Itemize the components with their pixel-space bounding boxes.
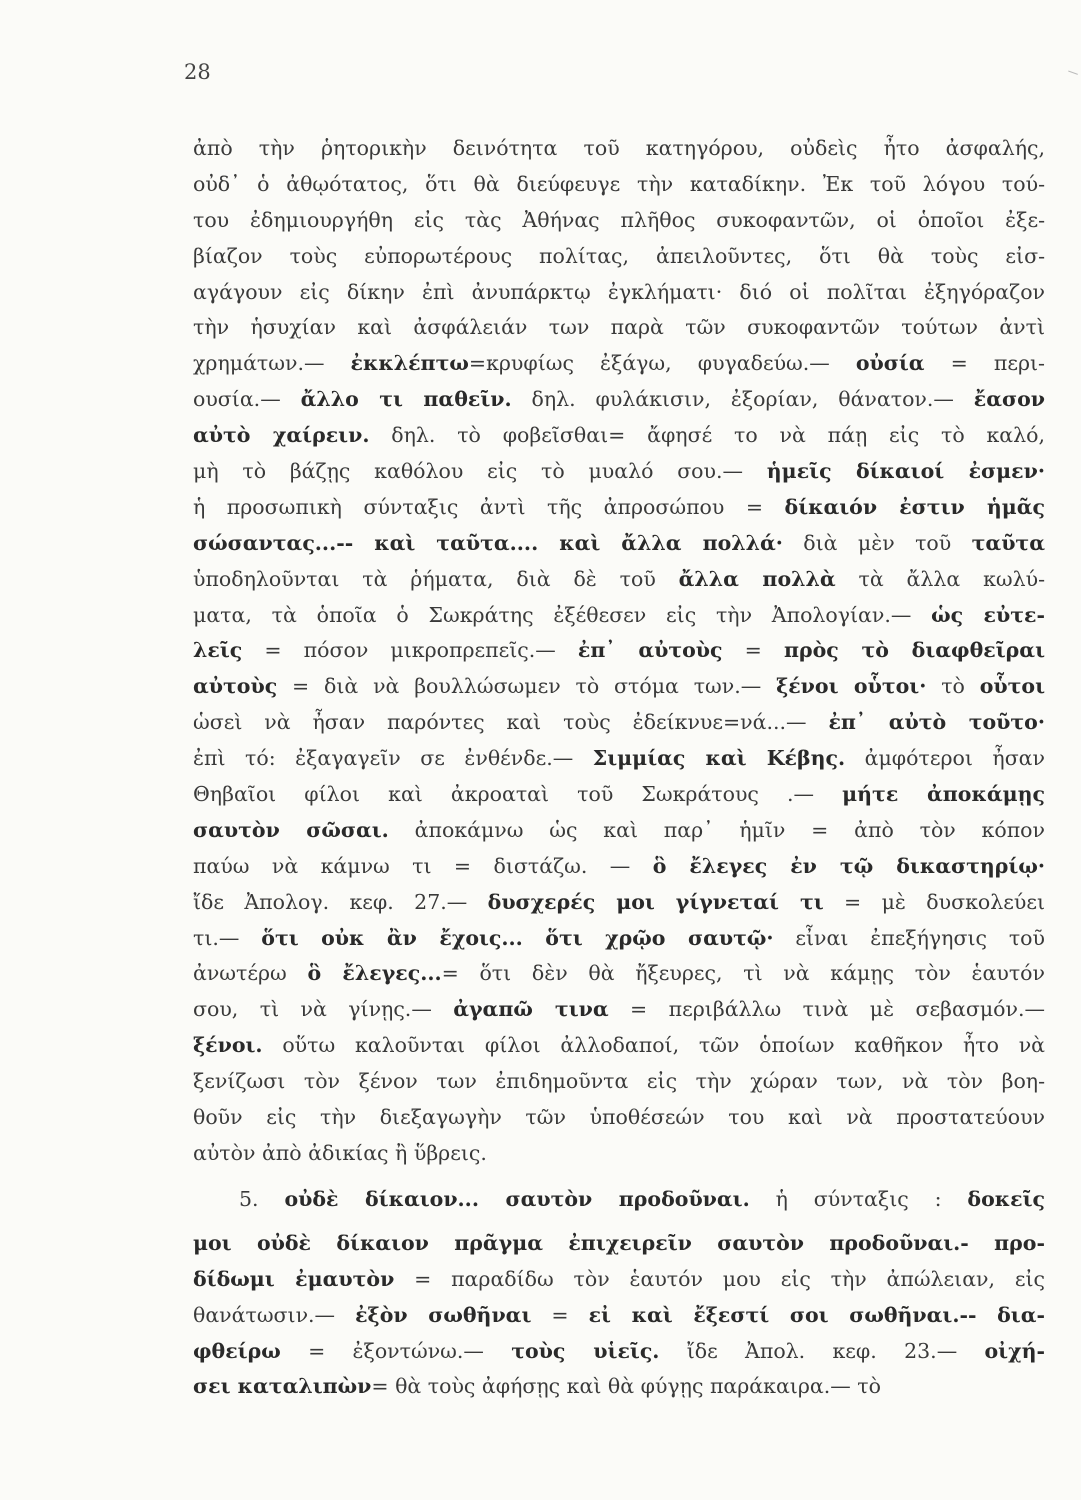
text-span: αὐτὸν ἀπὸ ἀδικίας ἢ ὕβρεις. <box>193 1140 487 1165</box>
lemma-bold: μοι οὐδὲ δίκαιον πρᾶγμα ἐπιχειρεῖν σαυτὸν προδοῦναι.- προ- <box>193 1230 1045 1255</box>
text-line <box>193 598 1045 634</box>
text-span: Θηβαῖοι φίλοι καὶ ἀκροαταὶ τοῦ Σωκράτους .— <box>193 782 843 807</box>
lemma-bold: δοκεῖς <box>967 1186 1045 1211</box>
text-line <box>193 849 1045 885</box>
text-span: = μὲ δυσκολεύει <box>823 889 1045 914</box>
lemma-bold: σώσαντας...-- καὶ ταῦτα.... καὶ ἄλλα πολλά· <box>193 530 783 555</box>
text-span: = παραδίδω τὸν ἑαυτόν μου εἰς τὴν ἀπώλειαν, εἰς <box>394 1266 1045 1291</box>
lemma-bold: φθείρω <box>193 1338 281 1363</box>
text-line <box>193 1298 1045 1334</box>
lemma-bold: αὐτοὺς <box>193 674 278 699</box>
text-span: ἴδε Ἀπολογ. κεφ. 27.— <box>193 889 488 914</box>
text-span: δηλ. φυλάκισιν, ἐξορίαν, θάνατον.— <box>511 387 974 412</box>
text-line <box>193 1172 1045 1226</box>
lemma-bold: ξένοι. <box>193 1033 263 1058</box>
text-line <box>193 203 1045 239</box>
text-line <box>193 346 1045 382</box>
text-line <box>193 490 1045 526</box>
lemma-bold: τοὺς υἱεῖς. <box>511 1338 660 1363</box>
lemma-bold: δίδωμι ἐμαυτὸν <box>193 1266 395 1291</box>
text-line <box>193 418 1045 454</box>
text-span: = πόσον μικροπρεπεῖς.— <box>242 638 578 663</box>
text-span: ὡσεὶ νὰ ἦσαν παρόντες καὶ τοὺς ἐδείκνυε=νά...— <box>193 710 829 735</box>
text-span: εἶναι ἐπεξήγησις τοῦ <box>773 925 1045 950</box>
lemma-bold: οὗτοι <box>979 674 1045 699</box>
lemma-bold: ὡς εὐτε- <box>931 602 1046 627</box>
text-span: ἴδε Ἀπολ. κεφ. 23.— <box>659 1338 985 1363</box>
text-line <box>193 633 1045 669</box>
text-span: του ἐδημιουργήθη εἰς τὰς Ἀθήνας πλῆθος συκοφαντῶν, οἱ ὁποῖοι ἐξε- <box>193 207 1045 232</box>
text-line <box>193 310 1045 346</box>
lemma-bold: ταῦτα <box>971 530 1045 555</box>
text-span: μὴ τὸ βάζῃς καθόλου εἰς τὸ μυαλό σου.— <box>193 459 767 484</box>
text-span: θανάτωσιν.— <box>193 1302 356 1327</box>
text-span: θοῦν εἰς τὴν διεξαγωγὴν τῶν ὑποθέσεών του καὶ νὰ προστατεύουν <box>193 1105 1045 1130</box>
lemma-bold: Σιμμίας καὶ Κέβης. <box>592 746 846 771</box>
lemma-bold: ἐπ᾽ αὐτὸ τοῦτο· <box>828 710 1045 735</box>
text-line <box>193 382 1045 418</box>
text-span: τι.— <box>193 925 262 950</box>
lemma-bold: εἰ καὶ ἔξεστί σοι σωθῆναι.-- δια- <box>588 1302 1046 1327</box>
text-line <box>193 1028 1045 1064</box>
text-span: = <box>722 638 784 663</box>
scan-mark <box>1066 71 1078 81</box>
text-span: = διὰ νὰ βουλλώσωμεν τὸ στόμα των.— <box>277 674 777 699</box>
lemma-bold: ἄλλο τι παθεῖν. <box>300 387 512 412</box>
text-span: ἡ σύνταξις : <box>749 1186 968 1211</box>
text-span: χρημάτων.— <box>193 351 351 376</box>
lemma-bold: οἰχή- <box>984 1338 1045 1363</box>
lemma-bold: οὐσία <box>855 351 925 376</box>
lemma-bold: ἐξὸν σωθῆναι <box>355 1302 532 1327</box>
text-span: 5. <box>239 1186 285 1211</box>
lemma-bold: ξένοι οὗτοι· <box>776 674 927 699</box>
text-span: τὰ ἄλλα κωλύ- <box>835 566 1045 591</box>
text-span: οὐδ᾽ ὁ ἀθῳότατος, ὅτι θὰ διεύφευγε τὴν καταδίκην. Ἐκ τοῦ λόγου τού- <box>193 171 1045 196</box>
text-line <box>193 741 1045 777</box>
text-span: αγάγουν εἰς δίκην ἐπὶ ἀνυπάρκτῳ ἐγκλήματι· διό οἱ πολῖται ἐξηγόραζον <box>193 279 1045 304</box>
text-line <box>193 1136 1045 1172</box>
text-span: σου, τὶ νὰ γίνῃς.— <box>193 997 454 1022</box>
text-span: ματα, τὰ ὁποῖα ὁ Σωκράτης ἐξέθεσεν εἰς τὴν Ἀπολογίαν.— <box>193 602 932 627</box>
text-span: παύω νὰ κάμνω τι = διστάζω. — <box>193 853 653 878</box>
text-line <box>193 239 1045 275</box>
text-span: = <box>531 1302 589 1327</box>
text-line <box>193 275 1045 311</box>
text-span: βίαζον τοὺς εὐπορωτέρους πολίτας, ἀπειλοῦντες, ὅτι θὰ τοὺς εἰσ- <box>193 243 1045 268</box>
text-span: = περιβάλλω τινὰ μὲ σεβασμόν.— <box>608 997 1045 1022</box>
lemma-bold: ὃ ἔλεγες ἐν τῷ δικαστηρίῳ· <box>652 853 1045 878</box>
text-line <box>193 956 1045 992</box>
text-span: ὑποδηλοῦνται τὰ ῥήματα, διὰ δὲ τοῦ <box>193 566 679 591</box>
text-line <box>193 1226 1045 1262</box>
text-span: ἡ προσωπικὴ σύνταξις ἀντὶ τῆς ἀπροσώπου = <box>193 494 785 519</box>
lemma-bold: ἡμεῖς δίκαιοί ἐσμεν· <box>766 459 1045 484</box>
text-line <box>193 777 1045 813</box>
lemma-bold: αὐτὸ χαίρειν. <box>193 423 370 448</box>
text-span: = ἐξοντώνω.— <box>280 1338 512 1363</box>
text-span: δηλ. τὸ φοβεῖσθαι= ἄφησέ το νὰ πάῃ εἰς τὸ καλό, <box>369 423 1045 448</box>
lemma-bold: ὅτι οὐκ ἂν ἔχοις... ὅτι χρῷο σαυτῷ· <box>261 925 774 950</box>
lemma-bold: ἐπ᾽ αὐτοὺς <box>577 638 723 663</box>
text-line <box>193 705 1045 741</box>
text-span: ἐπὶ τό: ἐξαγαγεῖν σε ἐνθένδε.— <box>193 746 593 771</box>
text-line <box>193 921 1045 957</box>
text-line <box>193 1064 1045 1100</box>
text-line <box>193 992 1045 1028</box>
text-line <box>193 1334 1045 1370</box>
lemma-bold: μήτε ἀποκάμῃς <box>842 782 1045 807</box>
lemma-bold: οὐδὲ δίκαιον... σαυτὸν προδοῦναι. <box>284 1186 750 1211</box>
lemma-bold: πρὸς τὸ διαφθεῖραι <box>783 638 1045 663</box>
lemma-bold: ἀγαπῶ τινα <box>453 997 609 1022</box>
text-span: ἀμφότεροι ἦσαν <box>845 746 1045 771</box>
text-line <box>193 1369 1045 1405</box>
text-span: οὕτω καλοῦνται φίλοι ἀλλοδαποί, τῶν ὁποίων καθῆκον ἦτο νὰ <box>262 1033 1045 1058</box>
commentary-text <box>193 131 1045 1405</box>
text-line <box>193 562 1045 598</box>
lemma-bold: ἐκκλέπτω <box>350 351 469 376</box>
text-line <box>193 131 1045 167</box>
text-span: τὴν ἡσυχίαν καὶ ἀσφάλειάν των παρὰ τῶν συκοφαντῶν τούτων ἀντὶ <box>193 315 1045 340</box>
text-line <box>193 1262 1045 1298</box>
lemma-bold: δίκαιόν ἐστιν ἡμᾶς <box>784 494 1045 519</box>
text-span: ουσία.— <box>193 387 301 412</box>
lemma-bold: λεῖς <box>193 638 243 663</box>
lemma-bold: δυσχερές μοι γίγνεταί τι <box>487 889 824 914</box>
lemma-bold: ἄλλα πολλὰ <box>678 566 836 591</box>
text-line <box>193 526 1045 562</box>
lemma-bold: σαυτὸν σῶσαι. <box>193 817 389 842</box>
text-span: διὰ μὲν τοῦ <box>782 530 972 555</box>
lemma-bold: σει καταλιπὼν <box>193 1374 372 1399</box>
text-line <box>193 167 1045 203</box>
text-span: ἀνωτέρω <box>193 961 308 986</box>
text-span: = περι- <box>924 351 1045 376</box>
text-span: ξενίζωσι τὸν ξένον των ἐπιδημοῦντα εἰς τὴν χώραν των, νὰ τὸν βοη- <box>193 1069 1045 1094</box>
text-span: = ὅτι δὲν θὰ ἤξευρες, τὶ νὰ κάμῃς τὸν ἑαυτόν <box>441 961 1045 986</box>
text-line <box>193 1100 1045 1136</box>
text-line <box>193 813 1045 849</box>
text-span: τὸ <box>926 674 980 699</box>
lemma-bold: ὃ ἔλεγες... <box>307 961 442 986</box>
lemma-bold: ἔασον <box>973 387 1045 412</box>
text-line <box>193 669 1045 705</box>
text-span: ἀπὸ τὴν ῥητορικὴν δεινότητα τοῦ κατηγόρου, οὐδεὶς ἦτο ἀσφαλής, <box>193 136 1045 160</box>
text-span: =κρυφίως ἐξάγω, φυγαδεύω.— <box>468 351 856 376</box>
page-number: 28 <box>184 60 211 84</box>
text-line <box>193 454 1045 490</box>
text-line <box>193 885 1045 921</box>
text-span: ἀποκάμνω ὡς καὶ παρ᾽ ἡμῖν = ἀπὸ τὸν κόπον <box>388 817 1045 842</box>
text-span: = θὰ τοὺς ἀφήσῃς καὶ θὰ φύγῃς παράκαιρα.— τὸ <box>371 1374 881 1399</box>
